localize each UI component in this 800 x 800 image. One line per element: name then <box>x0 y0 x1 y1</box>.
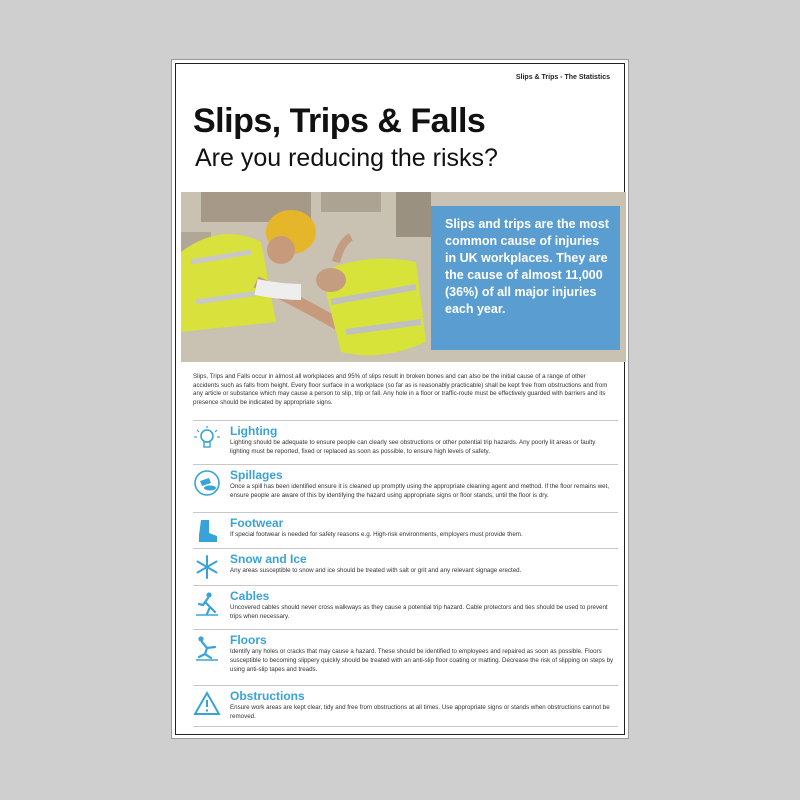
statistics-callout: Slips and trips are the most common cause of injuries in UK workplaces. They are the cause of almost 11,000 (36%) of all major injuries each year. <box>431 206 620 350</box>
section-title: Spillages <box>230 468 283 482</box>
section-snow-and-ice <box>193 548 618 586</box>
section-title: Footwear <box>230 516 284 530</box>
slip-icon <box>193 634 221 662</box>
bottom-divider <box>193 726 618 727</box>
section-title: Snow and Ice <box>230 552 307 566</box>
lightbulb-icon <box>193 425 221 453</box>
section-body: Ensure work areas are kept clear, tidy and free from obstructions at all times. Use appropriate signs or stands when obstructions cannot be removed. <box>230 704 610 720</box>
section-body: Any areas susceptible to snow and ice should be treated with salt or grit and any relevant signage erected. <box>230 567 522 574</box>
section-cables <box>193 585 618 630</box>
section-spillages <box>193 464 618 513</box>
section-body: Lighting should be adequate to ensure people can clearly see obstructions or other potential trip hazards. Any poorly lit areas or faulty lighting must be reported, fixed or replaced as soon as possible, to ensure high levels of safety. <box>230 439 596 455</box>
page-title: Slips, Trips & Falls <box>193 102 486 140</box>
section-title: Floors <box>230 633 267 647</box>
intro-paragraph: Slips, Trips and Falls occur in almost all workplaces and 95% of slips result in broken bones and can also be the initial cause of a range of other accidents such as falls from height. Every floor surface in a workplace (so far as is reasonably practicable) shall be kept free from obstructions and from any article or substance which may cause a person to slip, trip or fall. Any hole in a floor or traffic-route must be effectively guarded with barriers and its presence should be indicated by appropriate signs. <box>193 373 608 406</box>
section-title: Obstructions <box>230 689 305 703</box>
poster <box>171 59 629 739</box>
section-body: Identify any holes or cracks that may cause a hazard. These should be identified to employees and repaired as soon as possible. Floors susceptible to becoming slippery quickly should be treated with an anti-slip floor coating or matting. Decrease the risk of slipping on steps by using anti-slip tapes and treads. <box>230 648 614 673</box>
snowflake-icon <box>193 553 221 581</box>
section-body: Once a spill has been identified ensure it is cleaned up promptly using the appropriate cleaning agent and method. If the floor remains wet, ensure people are aware of this by identifying the hazard using appropriate signs or floor stands, until the floor is dry. <box>230 483 610 499</box>
section-title: Cables <box>230 589 270 603</box>
section-lighting <box>193 420 618 465</box>
injury-photo <box>181 192 626 362</box>
section-floors <box>193 629 618 686</box>
spill-icon <box>193 469 221 497</box>
section-obstructions <box>193 685 618 727</box>
header-statistics: Slips & Trips - The Statistics <box>515 74 610 81</box>
boot-icon <box>193 517 221 545</box>
section-body: Uncovered cables should never cross walkways as they cause a potential trip hazard. Cable protectors and ties should be used to prevent trips when necessary. <box>230 604 608 620</box>
section-footwear <box>193 512 618 549</box>
section-body: If special footwear is needed for safety reasons e.g. High-risk environments, employers must provide them. <box>230 531 523 538</box>
warning-triangle-icon <box>193 690 221 718</box>
trip-icon <box>193 590 221 618</box>
section-title: Lighting <box>230 424 278 438</box>
page-subtitle: Are you reducing the risks? <box>195 144 498 172</box>
poster-frame <box>175 63 625 735</box>
